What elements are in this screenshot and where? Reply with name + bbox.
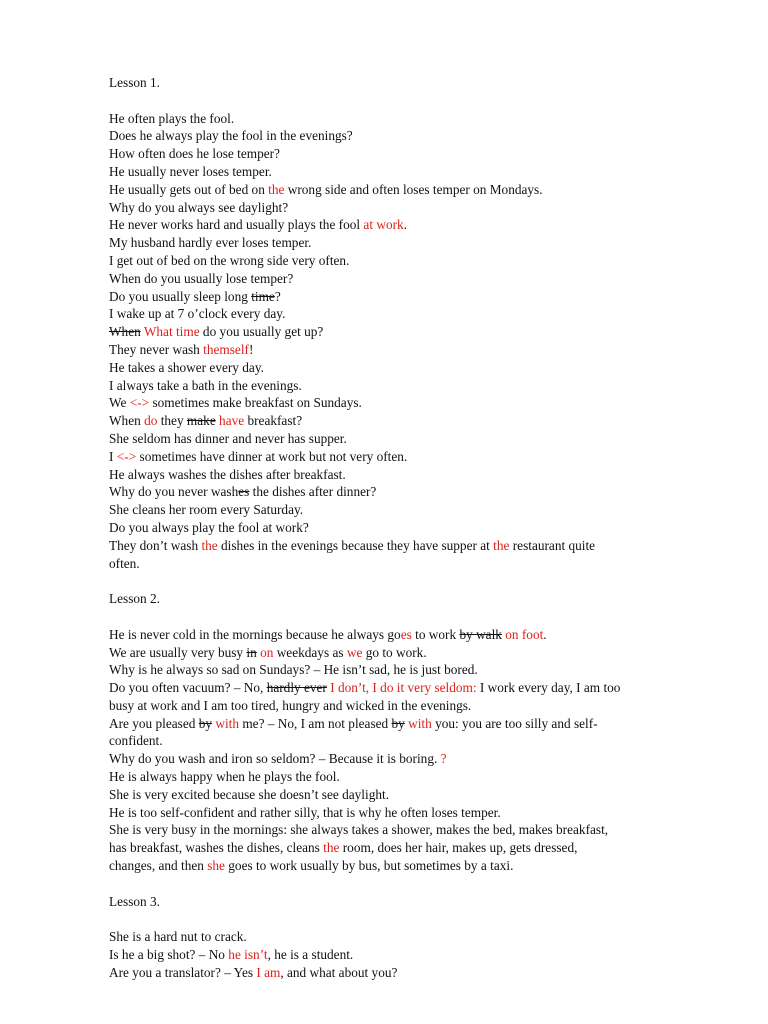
text-line — [109, 448, 709, 466]
text-segment: Why do you always see daylight? — [109, 199, 289, 215]
text-segment: I get out of bed on the wrong side very often. — [109, 252, 350, 268]
text-segment: sometimes have dinner at work but not very often. — [136, 448, 408, 464]
lesson-title: Lesson 3. — [109, 893, 160, 909]
document-page — [109, 74, 709, 982]
text-segment: goes to work usually by bus, but sometimes by a taxi. — [224, 858, 514, 874]
text-segment: I — [109, 448, 117, 464]
text-line — [109, 270, 709, 288]
struck-text: by — [391, 715, 405, 731]
text-line — [109, 359, 709, 377]
correction-text: we — [346, 644, 363, 660]
text-segment: often. — [109, 555, 140, 571]
struck-text: by — [198, 715, 213, 731]
text-segment: We are usually very busy — [109, 644, 247, 660]
text-segment: . — [543, 626, 547, 642]
correction-text: themself — [203, 341, 249, 357]
text-line — [109, 804, 709, 822]
text-segment: She is very excited because she doesn’t see daylight. — [109, 786, 390, 802]
text-segment: room, does her hair, makes up, gets dressed, — [339, 840, 578, 856]
text-segment: He often plays the fool. — [109, 110, 235, 126]
text-line — [109, 661, 709, 679]
text-line — [109, 394, 709, 412]
text-segment: Do you usually sleep long — [109, 288, 252, 304]
blank-line — [109, 910, 709, 928]
text-segment: Does he always play the fool in the evenings? — [109, 128, 353, 144]
text-line — [109, 644, 709, 662]
correction-text: What time — [143, 324, 200, 340]
text-segment: they — [157, 413, 187, 429]
struck-text: When — [109, 324, 141, 340]
text-segment: Do you always play the fool at work? — [109, 519, 309, 535]
correction-text: the — [268, 181, 285, 197]
text-line — [109, 234, 709, 252]
text-line — [109, 626, 709, 644]
text-segment: Why is he always so sad on Sundays? – He isn’t sad, he is just bored. — [109, 662, 478, 678]
correction-text: do — [144, 413, 158, 429]
text-segment: My husband hardly ever loses temper. — [109, 235, 312, 251]
text-line — [109, 466, 709, 484]
correction-text: with — [215, 715, 239, 731]
struck-text: es — [238, 484, 250, 500]
blank-line — [109, 608, 709, 626]
text-line — [109, 697, 709, 715]
text-segment: do you usually get up? — [199, 324, 324, 340]
text-segment: She is very busy in the mornings: she always takes a shower, makes the bed, makes breakfast, — [109, 822, 609, 838]
text-segment: changes, and then — [109, 858, 208, 874]
text-line — [109, 519, 709, 537]
text-line — [109, 288, 709, 306]
text-segment: Why do you never wash — [109, 484, 239, 500]
text-line — [109, 216, 709, 234]
struck-text: hardly ever — [266, 680, 327, 696]
text-line — [109, 483, 709, 501]
text-line — [109, 537, 709, 555]
text-segment: They never wash — [109, 341, 204, 357]
text-line — [109, 341, 709, 359]
text-line — [109, 377, 709, 395]
struck-text: in — [246, 644, 257, 660]
text-segment: She cleans her room every Saturday. — [109, 502, 304, 518]
correction-text: on foot — [505, 626, 544, 642]
text-segment: I wake up at 7 o’clock every day. — [109, 306, 286, 322]
text-segment: When do you usually lose temper? — [109, 270, 294, 286]
text-segment: When — [109, 413, 145, 429]
text-line — [109, 501, 709, 519]
text-line — [109, 768, 709, 786]
lesson-title: Lesson 1. — [109, 75, 160, 90]
text-segment: I always take a bath in the evenings. — [109, 377, 302, 393]
text-segment: Is he a big shot? – No — [109, 947, 229, 963]
text-segment: We — [109, 395, 130, 411]
correction-text: he isn’t — [228, 947, 268, 963]
correction-text: she — [207, 858, 225, 874]
text-segment: Do you often vacuum? – No, — [109, 680, 267, 696]
text-line — [109, 430, 709, 448]
lesson-title: Lesson 2. — [109, 591, 160, 607]
struck-text: time — [251, 288, 275, 304]
text-segment: He usually never loses temper. — [109, 163, 272, 179]
text-segment: weekdays as — [273, 644, 347, 660]
text-segment: He is always happy when he plays the fool. — [109, 769, 340, 785]
correction-text: I don’t, I do it very seldom: — [330, 680, 477, 696]
text-line — [109, 750, 709, 768]
text-segment: , and what about you? — [280, 964, 398, 980]
text-line — [109, 110, 709, 128]
text-segment: me? – No, I am not pleased — [239, 715, 392, 731]
blank-line — [109, 92, 709, 110]
correction-text: at work — [363, 217, 404, 233]
text-segment: has breakfast, washes the dishes, cleans — [109, 840, 324, 856]
text-segment: confident. — [109, 733, 163, 749]
text-segment: sometimes make breakfast on Sundays. — [149, 395, 362, 411]
struck-text: by walk — [459, 626, 502, 642]
correction-text: the — [201, 537, 218, 553]
blank-line — [109, 875, 709, 893]
text-segment: go to work. — [362, 644, 427, 660]
text-line — [109, 163, 709, 181]
text-segment: He is never cold in the mornings because he always go — [109, 626, 401, 642]
text-segment: Are you pleased — [109, 715, 199, 731]
text-segment: you: you are too silly and self- — [431, 715, 598, 731]
text-line — [109, 946, 709, 964]
text-line — [109, 412, 709, 430]
text-segment: busy at work and I am too tired, hungry and wicked in the evenings. — [109, 697, 472, 713]
text-line — [109, 679, 709, 697]
correction-text: the — [323, 840, 340, 856]
text-line — [109, 323, 709, 341]
text-segment: . — [403, 217, 407, 233]
text-segment: He usually gets out of bed on — [109, 181, 269, 197]
text-segment: ! — [248, 341, 254, 357]
text-segment: ? — [274, 288, 281, 304]
blank-line — [109, 572, 709, 590]
text-line — [109, 786, 709, 804]
text-segment: dishes in the evenings because they have supper at — [217, 537, 494, 553]
text-segment: He never works hard and usually plays the fool — [109, 217, 364, 233]
text-segment: How often does he lose temper? — [109, 146, 280, 162]
text-segment: I work every day, I am too — [476, 680, 621, 696]
text-line — [109, 857, 709, 875]
text-segment: He always washes the dishes after breakfast. — [109, 466, 346, 482]
correction-text: <-> — [129, 395, 150, 411]
text-segment: He takes a shower every day. — [109, 359, 264, 375]
text-segment: She seldom has dinner and never has supper. — [109, 430, 347, 446]
text-line — [109, 555, 709, 573]
text-line — [109, 928, 709, 946]
text-segment: the dishes after dinner? — [249, 484, 377, 500]
text-segment: , he is a student. — [267, 947, 354, 963]
correction-text: ? — [440, 751, 447, 767]
text-segment: She is a hard nut to crack. — [109, 929, 247, 945]
text-line — [109, 181, 709, 199]
text-segment: to work — [411, 626, 460, 642]
text-line — [109, 305, 709, 323]
text-line — [109, 964, 709, 982]
text-line — [109, 839, 709, 857]
text-segment: Are you a translator? – Yes — [109, 964, 257, 980]
correction-text: I am — [256, 964, 281, 980]
struck-text: make — [186, 413, 216, 429]
correction-text: have — [219, 413, 245, 429]
correction-text: on — [260, 644, 274, 660]
text-segment: wrong side and often loses temper on Mondays. — [284, 181, 543, 197]
text-segment: He is too self-confident and rather silly, that is why he often loses temper. — [109, 804, 501, 820]
text-line — [109, 145, 709, 163]
text-segment: breakfast? — [244, 413, 303, 429]
text-line — [109, 127, 709, 145]
text-line — [109, 252, 709, 270]
text-segment: restaurant quite — [509, 537, 596, 553]
text-line — [109, 715, 709, 733]
correction-text: <-> — [116, 448, 137, 464]
text-line — [109, 199, 709, 217]
correction-text: es — [400, 626, 412, 642]
correction-text: with — [408, 715, 432, 731]
text-line — [109, 732, 709, 750]
text-line — [109, 821, 709, 839]
text-segment: They don’t wash — [109, 537, 202, 553]
text-segment: Why do you wash and iron so seldom? – Because it is boring. — [109, 751, 441, 767]
correction-text: the — [493, 537, 510, 553]
